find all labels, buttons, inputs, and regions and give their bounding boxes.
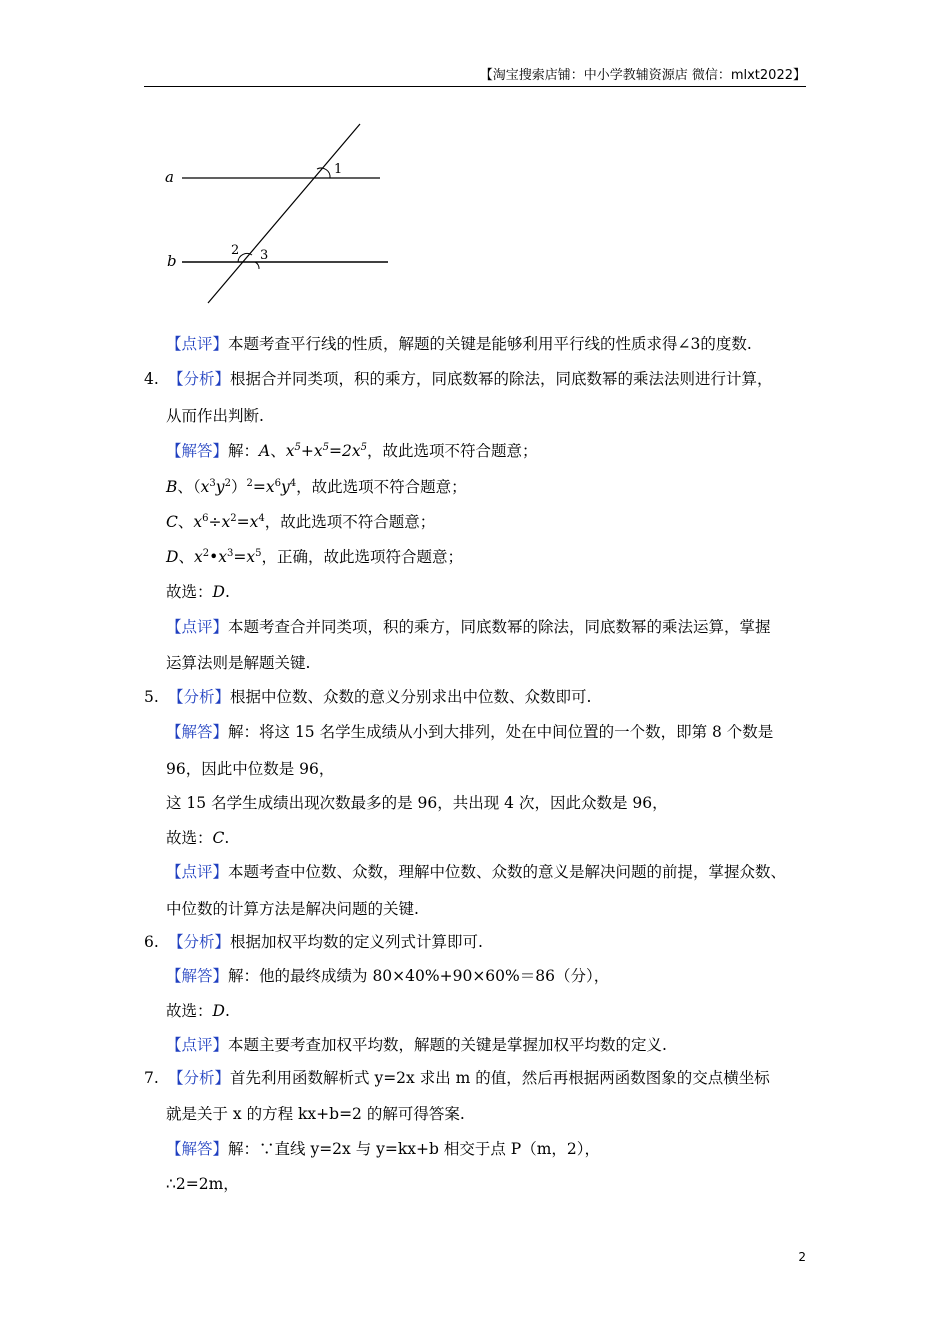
transversal-line xyxy=(208,124,360,303)
q4-number: 4. xyxy=(144,370,159,388)
q5-choice-prefix: 故选： xyxy=(166,829,213,847)
q4-option-c: C、$x^6\div x^2=x^4$，故此选项不符合题意； xyxy=(166,513,436,531)
q7-answer xyxy=(166,1138,600,1160)
q4-option-c-math: $x^6\div x^2=x^4$ xyxy=(193,513,265,531)
q7-analysis xyxy=(144,1067,770,1089)
q4-answer-a: 【解答】解：A、$x^5+x^5=2x^5$，故此选项不符合题意； xyxy=(166,442,538,460)
q4-option-b: B、$(x^3y^2)^2=x^6y^4$，故此选项不符合题意； xyxy=(166,478,467,496)
q6-answer-text: 解：他的最终成绩为 80×40%+90×60%＝86（分）， xyxy=(228,967,610,985)
q5-answer xyxy=(166,721,773,743)
q6-comment xyxy=(166,1034,667,1056)
q3-comment xyxy=(166,333,752,355)
q4-option-d-math: $x^2•x^3=x^5$ xyxy=(193,548,262,566)
q6-comment-text: 本题主要考查加权平均数，解题的关键是掌握加权平均数的定义. xyxy=(228,1036,667,1054)
comment-tag: 【点评】 xyxy=(166,618,229,636)
q6-analysis xyxy=(144,931,483,953)
page-header: 【淘宝搜索店铺：中小学教辅资源店 微信：mlxt2022】 xyxy=(479,68,806,83)
q4-analysis-text: 根据合并同类项，积的乘方，同底数幂的除法，同底数幂的乘法法则进行计算， xyxy=(230,370,773,388)
q5-answer-text: 解：将这 15 名学生成绩从小到大排列，处在中间位置的一个数，即第 8 个数是 xyxy=(228,723,774,741)
q4-option-d-label: D xyxy=(166,548,179,566)
q5-analysis-text: 根据中位数、众数的意义分别求出中位数、众数即可. xyxy=(230,688,592,706)
q5-answer-line-3: 这 15 名学生成绩出现次数最多的是 96，共出现 4 次，因此众数是 96， xyxy=(166,794,668,812)
angle-3-label: 3 xyxy=(260,248,269,263)
q4-comment-cont: 运算法则是解题关键. xyxy=(166,654,311,672)
q4-option-a-math: $x^5+x^5=2x^5$ xyxy=(285,442,367,460)
q6-number: 6. xyxy=(144,933,159,951)
q4-option-a-text: ，故此选项不符合题意； xyxy=(366,442,538,460)
q7-answer-line-2: ∴2=2m， xyxy=(166,1175,239,1193)
answer-tag: 【解答】 xyxy=(166,442,229,460)
comment-tag: 【点评】 xyxy=(166,863,229,881)
q4-option-a-label: A xyxy=(259,442,271,460)
angle-1-label: 1 xyxy=(334,162,343,177)
q5-number: 5. xyxy=(144,688,159,706)
q5-comment xyxy=(166,861,786,883)
q4-choice: 故选：D. xyxy=(166,583,230,601)
q4-choice-prefix: 故选： xyxy=(166,583,213,601)
q4-option-b-text: ，故此选项不符合题意； xyxy=(296,478,467,496)
parallel-lines-figure xyxy=(160,118,400,310)
q6-analysis-text: 根据加权平均数的定义列式计算即可. xyxy=(230,933,483,951)
q7-analysis-cont: 就是关于 x 的方程 kx+b=2 的解可得答案. xyxy=(166,1105,465,1123)
angle-2-label: 2 xyxy=(231,243,240,258)
comment-tag: 【点评】 xyxy=(166,1036,229,1054)
label-b: b xyxy=(167,252,177,270)
q6-choice-value: D xyxy=(212,1002,225,1020)
q4-option-d-text: ，正确，故此选项符合题意； xyxy=(261,548,463,566)
q5-comment-text: 本题考查中位数、众数，理解中位数、众数的意义是解决问题的前提，掌握众数、 xyxy=(228,863,787,881)
q5-choice-value: C xyxy=(212,829,225,847)
comment-tag: 【点评】 xyxy=(166,335,229,353)
angle-3-arc xyxy=(255,262,259,269)
q7-answer-text: 解：∵直线 y=2x 与 y=kx+b 相交于点 P（m，2）， xyxy=(228,1140,601,1158)
q4-analysis xyxy=(144,368,773,390)
angle-2-arc xyxy=(238,253,252,262)
analysis-tag: 【分析】 xyxy=(168,1069,231,1087)
answer-tag: 【解答】 xyxy=(166,1140,229,1158)
q4-comment xyxy=(166,616,771,638)
q4-option-c-label: C xyxy=(166,513,178,531)
q5-answer-line-2: 96，因此中位数是 96， xyxy=(166,760,335,778)
page-number: 2 xyxy=(798,1250,806,1264)
label-a: a xyxy=(165,168,174,186)
q5-choice: 故选：C. xyxy=(166,829,230,847)
q6-choice: 故选：D. xyxy=(166,1002,230,1020)
header-rule xyxy=(144,86,806,87)
analysis-tag: 【分析】 xyxy=(168,933,231,951)
q6-answer xyxy=(166,965,609,987)
q5-comment-cont: 中位数的计算方法是解决问题的关键. xyxy=(166,900,419,918)
q4-option-d: D、$x^2•x^3=x^5$，正确，故此选项符合题意； xyxy=(166,548,463,566)
q7-analysis-text: 首先利用函数解析式 y=2x 求出 m 的值，然后再根据两函数图象的交点横坐标 xyxy=(230,1069,770,1087)
analysis-tag: 【分析】 xyxy=(168,688,231,706)
q5-analysis xyxy=(144,686,591,708)
q7-number: 7. xyxy=(144,1069,159,1087)
q4-choice-value: D xyxy=(212,583,225,601)
answer-tag: 【解答】 xyxy=(166,723,229,741)
answer-tag: 【解答】 xyxy=(166,967,229,985)
q4-option-b-label: B xyxy=(166,478,178,496)
q4-analysis-cont: 从而作出判断. xyxy=(166,407,264,425)
q3-comment-text: 本题考查平行线的性质，解题的关键是能够利用平行线的性质求得∠3的度数. xyxy=(228,335,752,353)
q4-answer-prefix: 解： xyxy=(228,442,260,460)
q4-option-c-text: ，故此选项不符合题意； xyxy=(264,513,436,531)
q6-choice-prefix: 故选： xyxy=(166,1002,213,1020)
q4-option-b-math: $(x^3y^2)^2=x^6y^4$ xyxy=(192,478,297,496)
analysis-tag: 【分析】 xyxy=(168,370,231,388)
q4-comment-text: 本题考查合并同类项，积的乘方，同底数幂的除法，同底数幂的乘法运算，掌握 xyxy=(228,618,771,636)
